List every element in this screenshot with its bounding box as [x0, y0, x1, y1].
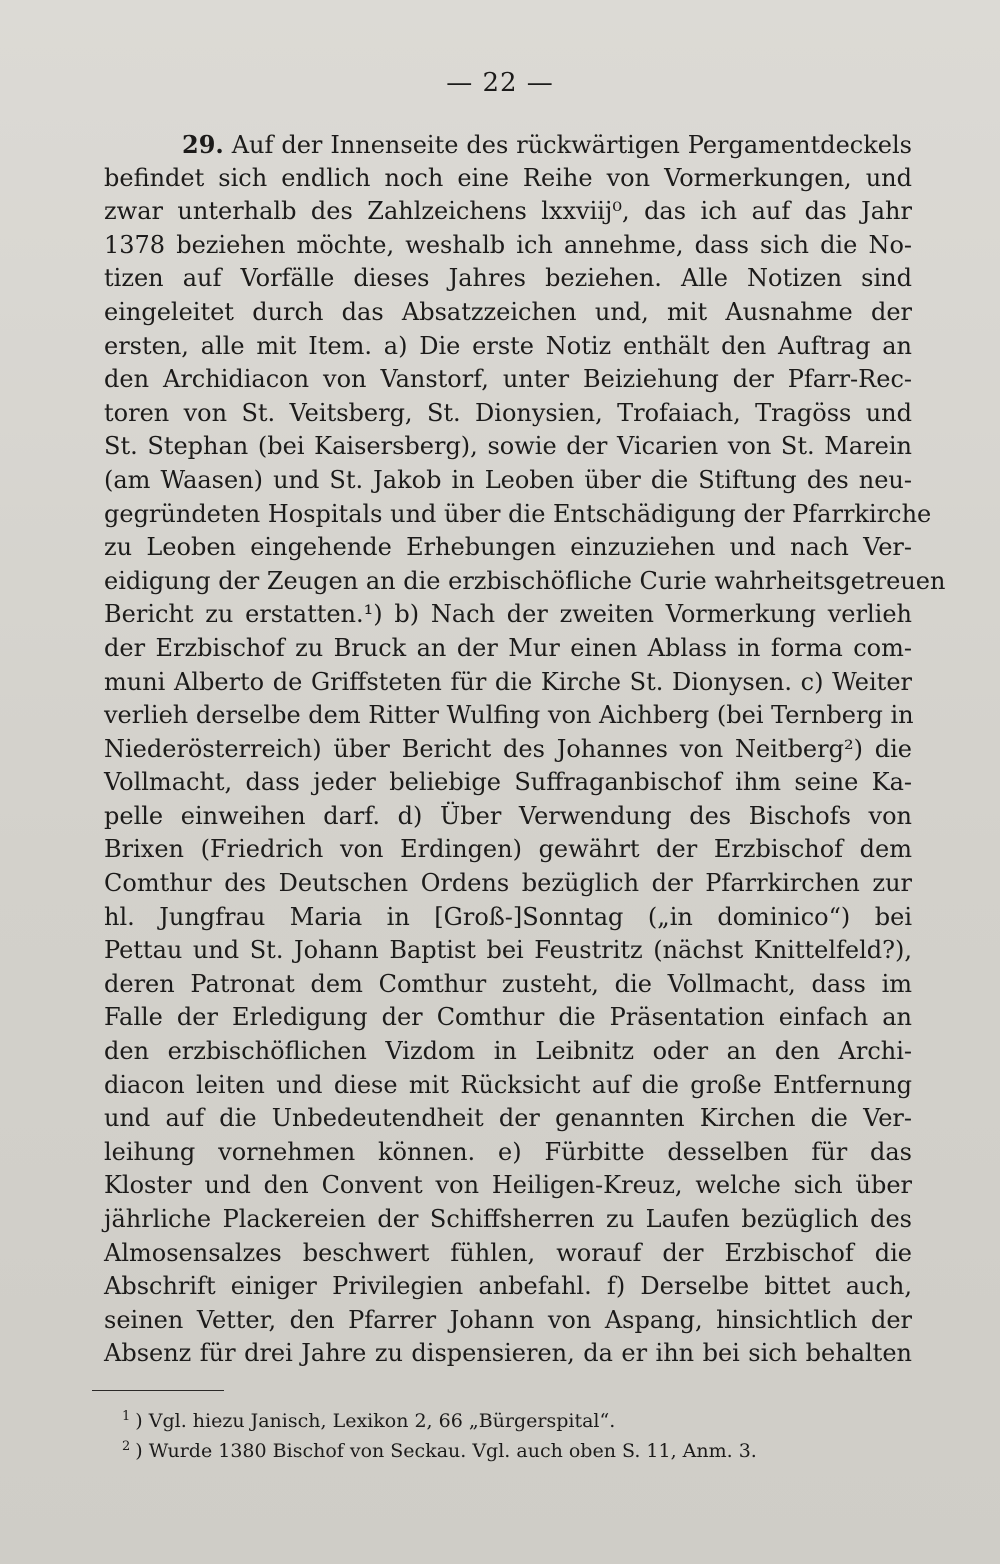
- text-line: hl. Jungfrau Maria in [Groß-]Sonntag („in dominico“) bei: [104, 902, 912, 931]
- footnote-1: [122, 1406, 870, 1436]
- footnote-text: ) Wurde 1380 Bischof von Seckau. Vgl. auch oben S. 11, Anm. 3.: [135, 1440, 757, 1462]
- footnote-mark: 2: [122, 1438, 131, 1454]
- text-line: und auf die Unbedeutendheit der genannten Kirchen die Ver-: [104, 1104, 912, 1133]
- text-line: Absenz für drei Jahre zu dispensieren, da er ihn bei sich behalten: [104, 1339, 912, 1368]
- text-line: 29. Auf der Innenseite des rückwärtigen Pergamentdeckels: [182, 130, 912, 159]
- text-line: Niederösterreich) über Bericht des Johannes von Neitberg²) die: [104, 734, 912, 763]
- footnote-mark: 1: [122, 1408, 131, 1424]
- text-line: zu Leoben eingehende Erhebungen einzuziehen und nach Ver-: [104, 533, 912, 562]
- text-line: Pettau und St. Johann Baptist bei Feustritz (nächst Knittelfeld?),: [104, 936, 912, 965]
- text-line: Abschrift einiger Privilegien anbefahl. f) Derselbe bittet auch,: [104, 1272, 912, 1301]
- text-line: befindet sich endlich noch eine Reihe von Vormerkungen, und: [104, 163, 912, 192]
- text-line: eidigung der Zeugen an die erzbischöfliche Curie wahrheitsgetreuen: [104, 566, 946, 595]
- text-line: eingeleitet durch das Absatzzeichen und, mit Ausnahme der: [104, 297, 912, 326]
- text-line: seinen Vetter, den Pfarrer Johann von Aspang, hinsichtlich der: [104, 1305, 912, 1334]
- text-line: leihung vornehmen können. e) Fürbitte desselben für das: [104, 1137, 912, 1166]
- footnote-text: ) Vgl. hiezu Janisch, Lexikon 2, 66 „Bürgerspital“.: [135, 1410, 616, 1432]
- text-line: Almosensalzes beschwert fühlen, worauf der Erzbischof die: [104, 1238, 912, 1267]
- text-line: den Archidiacon von Vanstorf, unter Beiziehung der Pfarr-Rec-: [104, 365, 912, 394]
- text-line: jährliche Plackereien der Schiffsherren zu Laufen bezüglich des: [104, 1205, 912, 1233]
- text-line: diacon leiten und diese mit Rücksicht auf die große Entfernung: [104, 1070, 912, 1099]
- text-line: Brixen (Friedrich von Erdingen) gewährt der Erzbischof dem: [104, 835, 912, 864]
- text-line: Comthur des Deutschen Ordens bezüglich der Pfarrkirchen zur: [104, 869, 912, 898]
- text-line: Falle der Erledigung der Comthur die Präsentation einfach an: [104, 1003, 912, 1032]
- text-line: verlieh derselbe dem Ritter Wulfing von Aichberg (bei Ternberg in: [104, 701, 914, 730]
- footnote-2: [122, 1436, 870, 1466]
- text-line: toren von St. Veitsberg, St. Dionysien, Trofaiach, Tragöss und: [104, 398, 912, 427]
- paragraph-number: 29.: [182, 130, 224, 159]
- paragraph-29: [104, 128, 946, 1371]
- page-number: — 22 —: [446, 68, 554, 98]
- text-line: zwar unterhalb des Zahlzeichens lxxviij⁰, das ich auf das Jahr: [104, 197, 912, 226]
- text-line: muni Alberto de Griffsteten für die Kirche St. Dionysen. c) Weiter: [104, 667, 912, 696]
- text-line: (am Waasen) und St. Jakob in Leoben über die Stiftung des neu-: [104, 465, 912, 494]
- text-line: ersten, alle mit Item. a) Die erste Notiz enthält den Auftrag an: [104, 331, 912, 360]
- text-line: deren Patronat dem Comthur zusteht, die Vollmacht, dass im: [104, 969, 912, 998]
- text-line: 1378 beziehen möchte, weshalb ich annehme, dass sich die No-: [104, 230, 912, 259]
- text-line: gegründeten Hospitals und über die Entschädigung der Pfarrkirche: [104, 499, 932, 528]
- text-line: Kloster und den Convent von Heiligen-Kreuz, welche sich über: [104, 1171, 912, 1200]
- text-line: tizen auf Vorfälle dieses Jahres beziehen. Alle Notizen sind: [104, 264, 912, 293]
- text-line: St. Stephan (bei Kaisersberg), sowie der Vicarien von St. Marein: [104, 432, 912, 461]
- text-line: den erzbischöflichen Vizdom in Leibnitz oder an den Archi-: [104, 1037, 912, 1066]
- text-line: pelle einweihen darf. d) Über Verwendung des Bischofs von: [104, 801, 912, 830]
- text-line: der Erzbischof zu Bruck an der Mur einen Ablass in forma com-: [104, 633, 912, 662]
- footnotes: [122, 1406, 870, 1466]
- footnote-rule: [92, 1390, 224, 1391]
- text-line: Bericht zu erstatten.¹) b) Nach der zweiten Vormerkung verlieh: [104, 600, 912, 629]
- text-line: Vollmacht, dass jeder beliebige Suffraganbischof ihm seine Ka-: [104, 768, 912, 797]
